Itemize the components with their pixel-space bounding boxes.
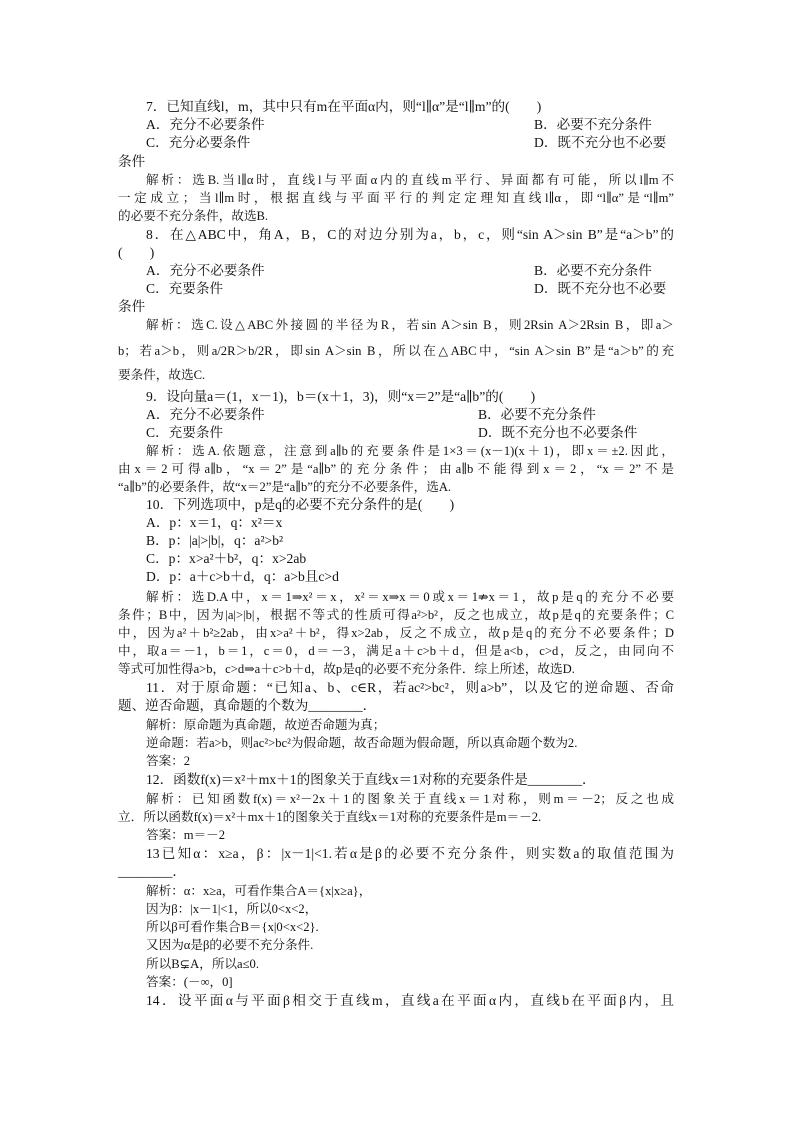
answer-option: D．既不充分也不必要条件 bbox=[478, 425, 638, 440]
text-line: b；若a＞b，则a/2R＞b/2R，即sin A＞sin B，所以在△ABC中，“sin A＞sin B”是“a＞b”的充 bbox=[118, 344, 674, 358]
text-line: D．p：a＋c>b＋d，q：a>b且c>d bbox=[146, 569, 339, 584]
answer-option: C．充要条件 bbox=[146, 425, 224, 440]
answer-option: D．既不充分也不必要 bbox=[534, 281, 667, 296]
answer-option: B．必要不充分条件 bbox=[534, 117, 652, 132]
text-line: ( ) bbox=[118, 245, 155, 260]
text-line: 13已知α：x≥a，β：|x－1|<1.若α是β的必要不充分条件，则实数a的取值范围为 bbox=[146, 846, 674, 861]
answer-option: B．必要不充分条件 bbox=[478, 407, 596, 422]
text-line: 所以B⊊A，所以a≤0. bbox=[146, 957, 259, 971]
text-line: 又因为α是β的必要不充分条件. bbox=[146, 938, 314, 952]
text-line: ________． bbox=[118, 864, 186, 879]
answer-option: B．必要不充分条件 bbox=[534, 263, 652, 278]
text-line: 中，取a＝－1，b＝1，c＝0，d＝－3，满足a＋c>b＋d，但是a<b，c>d，反之，由同向不 bbox=[118, 644, 674, 658]
text-line: 答案：2 bbox=[146, 754, 191, 768]
answer-option: A．充分不必要条件 bbox=[146, 117, 265, 132]
text-line: 一定成立；当l∥m时，根据直线与平面平行的判定定理知直线l∥α，即“l∥α”是“l∥m” bbox=[118, 191, 674, 205]
text-line: 9．设向量a＝(1，x－1)，b＝(x＋1，3)，则“x＝2”是“a∥b”的( ) bbox=[146, 389, 536, 404]
text-line: 7．已知直线l，m，其中只有m在平面α内，则“l∥α”是“l∥m”的( ) bbox=[146, 99, 542, 114]
text-line: 所以β可看作集合B＝{x|0<x<2}. bbox=[146, 920, 319, 934]
text-line: 逆命题：若a>b，则ac²>bc²为假命题，故否命题为假命题，所以真命题个数为2. bbox=[146, 736, 578, 750]
text-line: 解析：已知函数f(x)＝x²－2x＋1的图象关于直线x＝1对称，则m＝－2；反之也成 bbox=[146, 792, 674, 806]
text-line: C．p：x>a²＋b²，q：x>2ab bbox=[146, 551, 307, 566]
answer-option: D．既不充分也不必要 bbox=[534, 135, 667, 150]
text-line: 解析：选B.当l∥α时，直线l与平面α内的直线m平行、异面都有可能，所以l∥m不 bbox=[146, 173, 674, 187]
text-line: 8．在△ABC中，角A，B，C的对边分别为a，b，c，则“sin A＞sin B”是“a＞b”的 bbox=[146, 227, 674, 242]
text-line: 11．对于原命题：“已知a、b、c∈R，若ac²>bc²，则a>b”，以及它的逆命题、否命 bbox=[146, 680, 674, 695]
text-line: A．p：x＝1，q：x²＝x bbox=[146, 515, 283, 530]
text-line: 答案：(－∞，0] bbox=[146, 975, 233, 989]
text-line: 解析：选D.A中，x＝1⇒x²＝x，x²＝x⇒x＝0或x＝1⇏x＝1，故p是q的充分不必要 bbox=[146, 590, 674, 604]
text-line: 解析：α：x≥a，可看作集合A＝{x|x≥a}， bbox=[146, 884, 372, 898]
text-line: 解析：选C.设△ABC外接圆的半径为R，若sin A＞sin B，则2Rsin A＞2Rsin B，即a＞ bbox=[146, 318, 674, 332]
answer-option: C．充要条件 bbox=[146, 281, 224, 296]
text-line: 解析：原命题为真命题，故逆否命题为真； bbox=[146, 718, 386, 732]
text-line: 中，因为a²＋b²≥2ab，由x>a²＋b²，得x>2ab，反之不成立，故p是q的充分不必要条件；D bbox=[118, 626, 674, 640]
text-line: 因为β：|x－1|<1，所以0<x<2， bbox=[146, 902, 318, 916]
text-line: 条件 bbox=[118, 299, 146, 314]
text-line: 等式可加性得a>b，c>d⇒a＋c>b＋d，故p是q的必要不充分条件．综上所述，故选D. bbox=[118, 662, 575, 676]
text-line: “a∥b”的必要条件，故“x＝2”是“a∥b”的充分不必要条件，选A. bbox=[118, 480, 452, 494]
text-line: 题、逆否命题，真命题的个数为________． bbox=[118, 698, 377, 713]
text-line: B．p：|a|>|b|，q：a²>b² bbox=[146, 533, 284, 548]
text-line: 10．下列选项中，p是q的必要不充分条件的是( ) bbox=[146, 497, 455, 512]
answer-option: A．充分不必要条件 bbox=[146, 407, 265, 422]
text-line: 12．函数f(x)＝x²＋mx＋1的图象关于直线x＝1对称的充要条件是________． bbox=[146, 772, 596, 787]
answer-option: C．充分必要条件 bbox=[146, 135, 251, 150]
text-line: 答案：m＝－2 bbox=[146, 828, 226, 842]
text-line: 解析：选A.依题意，注意到a∥b的充要条件是1×3＝(x－1)(x＋1)，即x＝±2.因此， bbox=[146, 444, 674, 458]
answer-option: A．充分不必要条件 bbox=[146, 263, 265, 278]
text-line: 由x＝2可得a∥b，“x＝2”是“a∥b”的充分条件；由a∥b不能得到x＝2，“x＝2”不是 bbox=[118, 462, 674, 476]
text-line: 14．设平面α与平面β相交于直线m，直线a在平面α内，直线b在平面β内，且 bbox=[146, 993, 674, 1008]
text-line: 条件；B中，因为|a|>|b|，根据不等式的性质可得a²>b²，反之也成立，故p是q的充要条件；C bbox=[118, 608, 674, 622]
text-line: 条件 bbox=[118, 154, 146, 169]
text-line: 的必要不充分条件，故选B. bbox=[118, 209, 269, 223]
text-line: 要条件，故选C. bbox=[118, 368, 206, 382]
text-line: 立．所以函数f(x)＝x²＋mx＋1的图象关于直线x＝1对称的充要条件是m＝－2. bbox=[118, 810, 542, 824]
